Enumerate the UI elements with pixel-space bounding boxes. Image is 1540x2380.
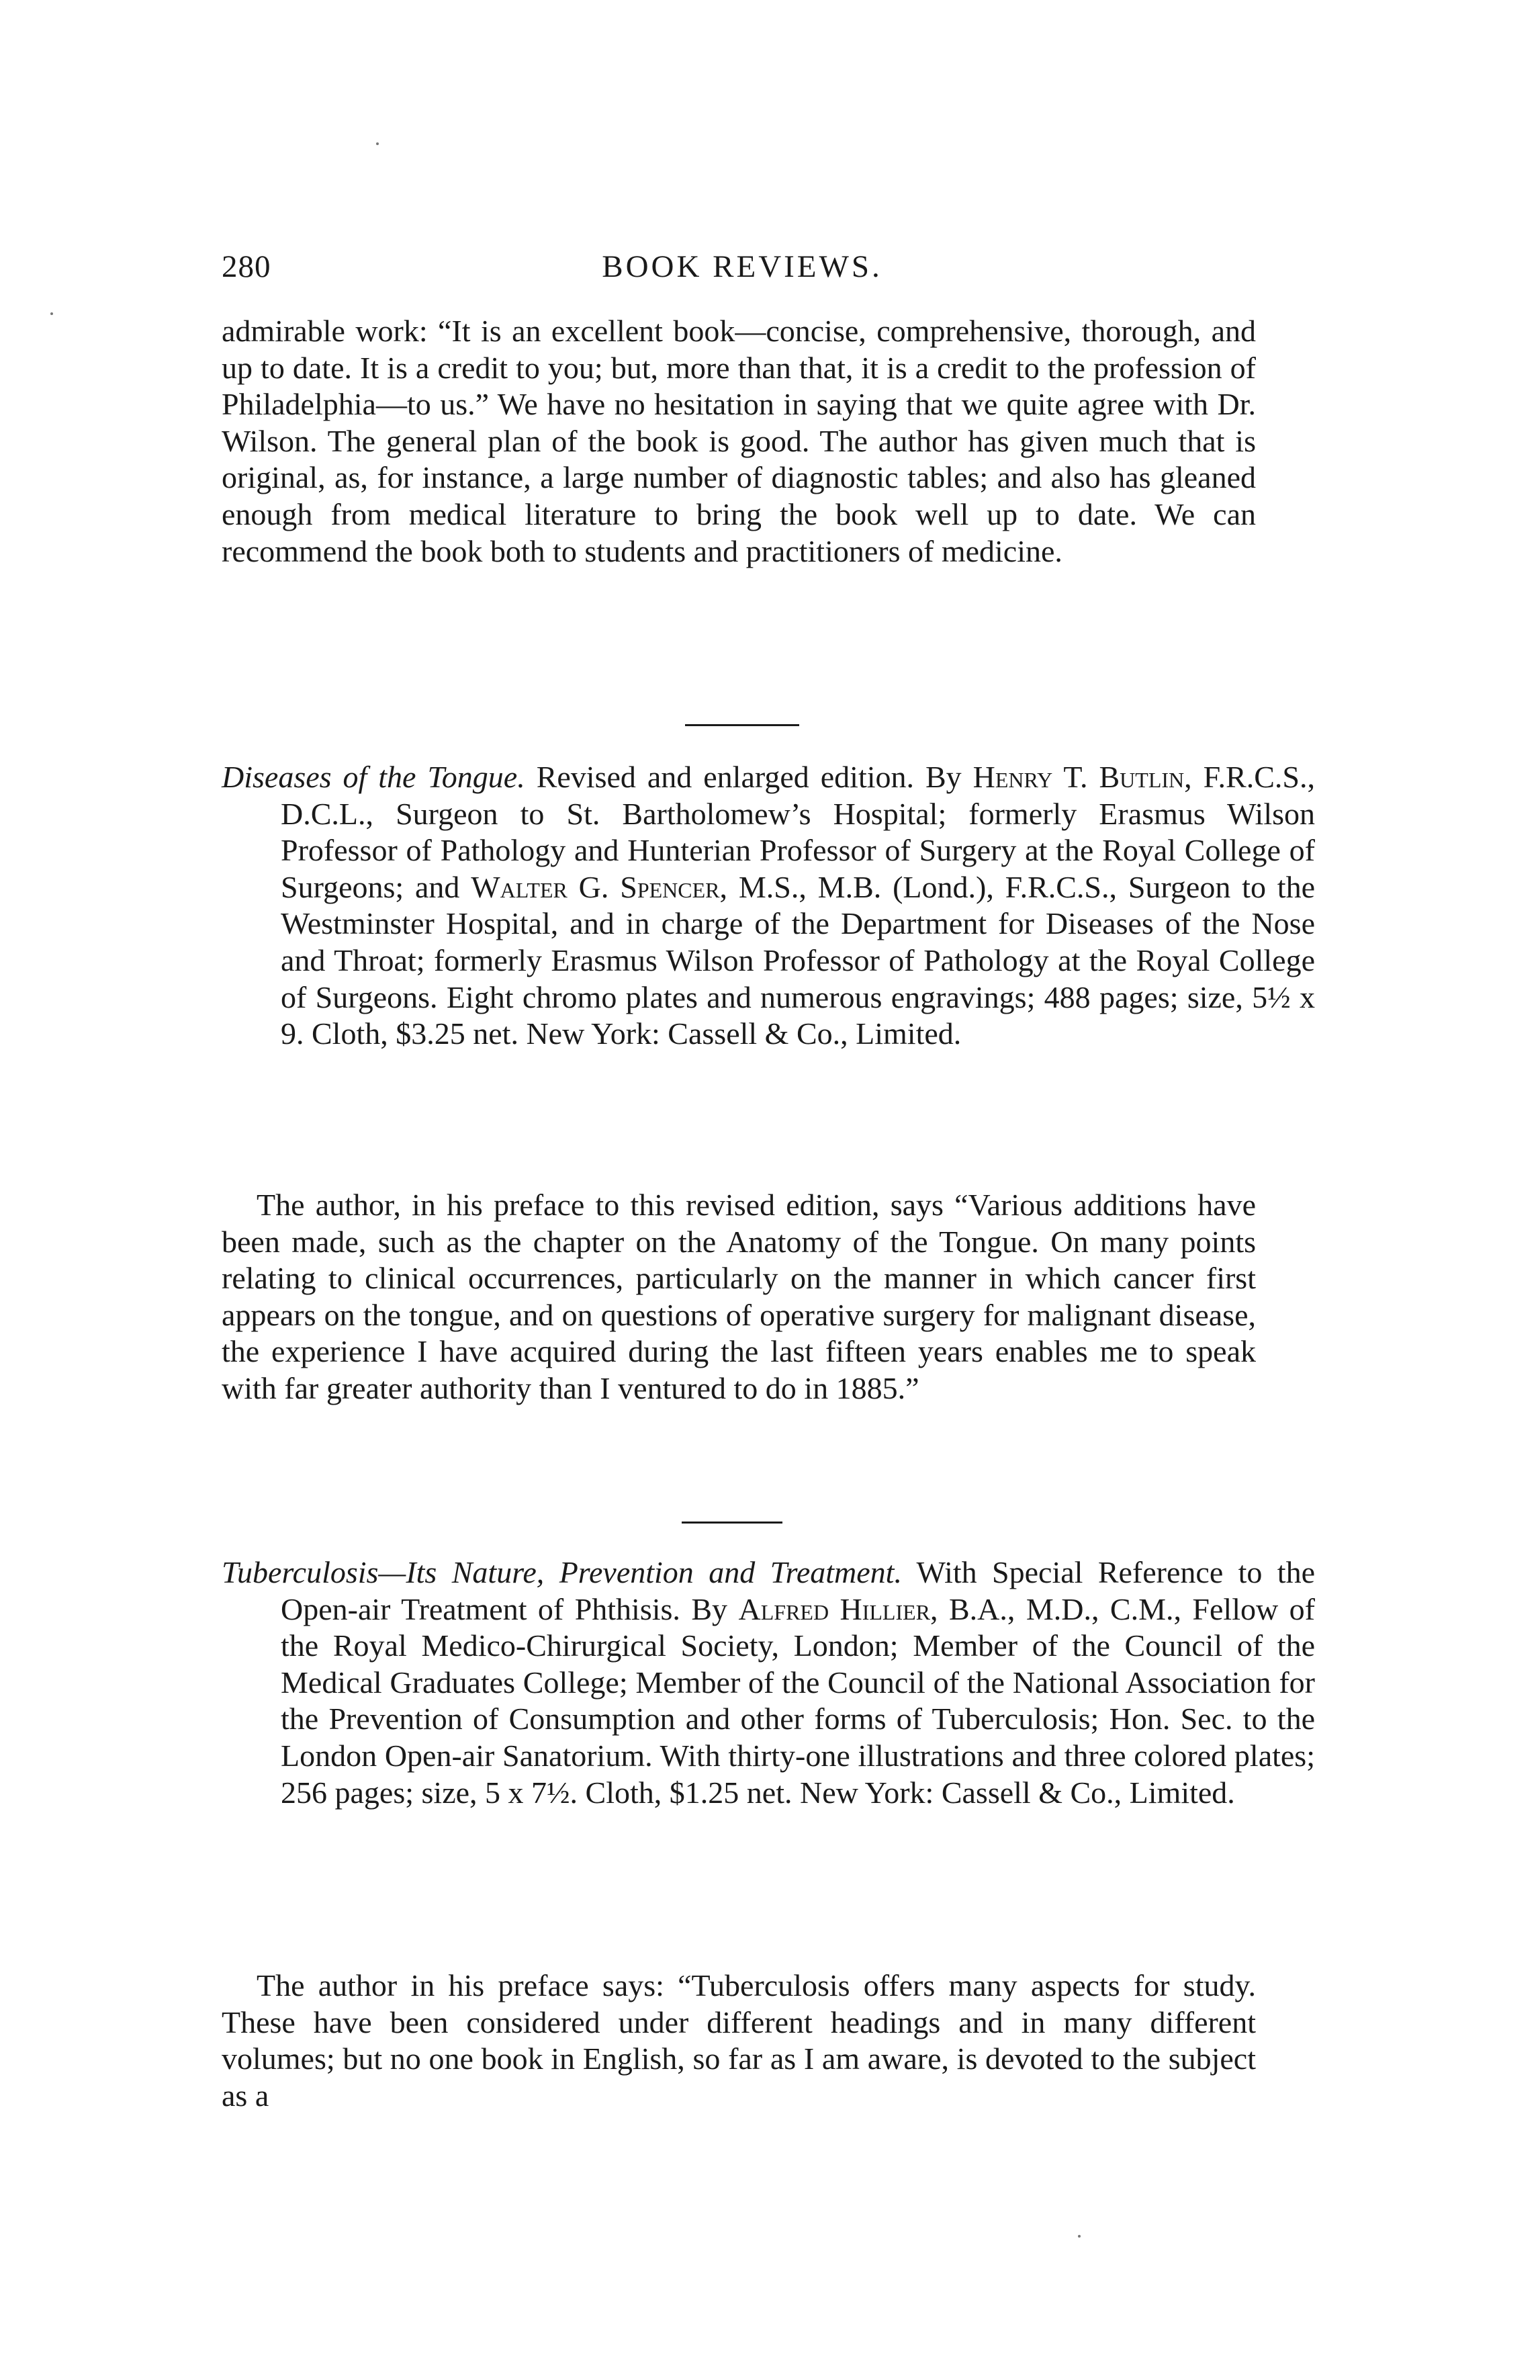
section-divider xyxy=(682,1522,782,1524)
book-title: Diseases of the Tongue. xyxy=(222,760,525,794)
review-paragraph xyxy=(222,1968,1256,2114)
book-entry-diseases-of-tongue xyxy=(222,759,1315,1053)
page-number: 280 xyxy=(222,249,271,284)
section-divider xyxy=(685,724,799,726)
author-name: Alfred Hillier xyxy=(738,1591,931,1626)
book-edition: Revised and enlarged edition. By xyxy=(525,760,973,794)
book-details: With Special Reference to the Open-air Treatment of Phthisis. By xyxy=(281,1555,1315,1626)
author-details: , M.S., M.B. (Lond.), F.R.C.S., Surgeon to the Westminster Hospital, and in charge of the Department for Diseases of the Nose and Throat; formerly Erasmus Wilson Professor of Pathology at the Royal College of Surgeons. Eight chromo plates and numerous engravings; 488 pages; size, 5½ x 9. Cloth, $3.25 net. New York: Cassell & Co., Limited. xyxy=(281,869,1315,1051)
author-name: Walter G. Spencer xyxy=(471,869,720,904)
running-title: BOOK REVIEWS. xyxy=(602,249,882,284)
book-title: Tuberculosis—Its Nature, Prevention and Treatment. xyxy=(222,1555,902,1589)
review-continued xyxy=(222,313,1256,570)
paper-speck xyxy=(50,312,53,315)
review-paragraph xyxy=(222,1187,1256,1407)
author-name: Henry T. Butlin xyxy=(972,760,1185,794)
author-details: , F.R.C.S., D.C.L., Surgeon to St. Bartholomew’s Hospital; formerly Erasmus Wilson Professor of Pathology and Hunterian Professor of Surgery at the Royal College of Surgeons; and xyxy=(281,760,1315,904)
page-header xyxy=(222,249,1263,302)
book-entry-tuberculosis xyxy=(222,1554,1315,1811)
paper-speck xyxy=(376,142,379,145)
review-text: The author, in his preface to this revised edition, says “Various additions have been made, such as the chapter on the Anatomy of the Tongue. On many points relating to clinical occurrences, particularly on the manner in which cancer first appears on the tongue, and on questions of operative surgery for malignant disease, the experience I have acquired during the last fifteen years enables me to speak with far greater authority than I ventured to do in 1885.” xyxy=(222,1188,1256,1405)
review-text: The author in his preface says: “Tuberculosis offers many aspects for study. These have been considered under different headings and in many different volumes; but no one book in English, so far as I am aware, is devoted to the subject as a xyxy=(222,1968,1256,2113)
paper-speck xyxy=(1078,2235,1081,2238)
review-continued-text: admirable work: “It is an excellent book—concise, comprehensive, thorough, and up to date. It is a credit to you; but, more than that, it is a credit to the profession of Philadelphia—to us.” We have no hesitation in saying that we quite agree with Dr. Wilson. The general plan of the book is good. The author has given much that is original, as, for instance, a large number of diagnostic tables; and also has gleaned enough from medical literature to bring the book well up to date. We can recommend the book both to students and practitioners of medicine. xyxy=(222,314,1256,568)
author-details: , B.A., M.D., C.M., Fellow of the Royal Medico-Chirurgical Society, London; Member of the Council of the Medical Graduates College; Member of the Council of the National Association for the Prevention of Consumption and other forms of Tuberculosis; Hon. Sec. to the London Open-air Sanatorium. With thirty-one illustrations and three colored plates; 256 pages; size, 5 x 7½. Cloth, $1.25 net. New York: Cassell & Co., Limited. xyxy=(281,1591,1315,1810)
